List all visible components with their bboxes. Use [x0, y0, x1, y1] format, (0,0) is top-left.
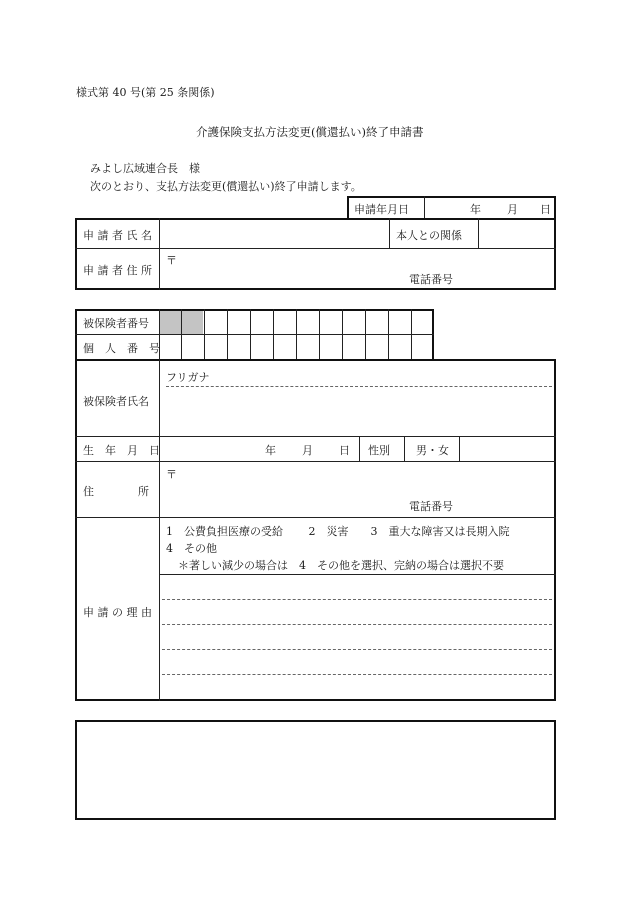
- gender-label: 性別: [368, 444, 390, 457]
- page-title: 介護保険支払方法変更(償還払い)終了申請書: [196, 125, 424, 139]
- applicant-address-label: 申 請 者 住 所: [83, 264, 152, 277]
- memo-box: [75, 720, 556, 820]
- insured-phone-label: 電話番号: [409, 500, 453, 513]
- insured-phone-input[interactable]: [458, 497, 550, 513]
- furigana-input[interactable]: [220, 367, 550, 383]
- insured-name-input[interactable]: [166, 395, 550, 429]
- insured-number-label: 被保険者番号: [83, 317, 149, 330]
- applicant-phone-label: 電話番号: [409, 273, 453, 286]
- birth-year-label: 年: [265, 444, 276, 457]
- insured-number-input[interactable]: [206, 313, 431, 331]
- birth-month-label: 月: [302, 444, 313, 457]
- application-day-label: 日: [540, 203, 551, 216]
- application-month-label: 月: [507, 203, 518, 216]
- applicant-phone-input[interactable]: [458, 270, 550, 286]
- applicant-name-input[interactable]: [166, 224, 384, 244]
- personal-number-input[interactable]: [162, 338, 431, 356]
- reason-label: 申 請 の 理 由: [83, 606, 152, 619]
- addressee: みよし広域連合長 様: [90, 162, 200, 175]
- birth-date-input[interactable]: [166, 440, 354, 458]
- furigana-label: フリガナ: [166, 371, 210, 384]
- applicant-postal-mark: 〒: [166, 254, 177, 267]
- relation-input[interactable]: [484, 224, 550, 244]
- reason-detail-input[interactable]: [166, 580, 550, 694]
- gender-options[interactable]: 男・女: [416, 444, 449, 457]
- birth-day-label: 日: [339, 444, 350, 457]
- insured-name-label: 被保険者氏名: [83, 395, 149, 408]
- application-year-label: 年: [470, 203, 481, 216]
- applicant-address-input[interactable]: [180, 252, 550, 268]
- intro-text: 次のとおり、支払方法変更(償還払い)終了申請します。: [90, 180, 362, 193]
- reason-note: ＊著しい減少の場合は 4 その他を選択、完納の場合は選択不要: [178, 559, 504, 572]
- personal-number-label: 個 人 番 号: [83, 342, 160, 355]
- relation-label: 本人との関係: [396, 229, 462, 242]
- reason-option-line1[interactable]: 1 公費負担医療の受給 2 災害 3 重大な障害又は長期入院: [166, 525, 510, 538]
- form-number: 様式第 40 号(第 25 条関係): [76, 86, 215, 99]
- application-date-input[interactable]: [430, 200, 548, 216]
- reason-option-line2[interactable]: 4 その他: [166, 542, 217, 555]
- insured-address-input[interactable]: [180, 466, 550, 482]
- applicant-name-label: 申 請 者 氏 名: [83, 229, 152, 242]
- birth-date-label: 生 年 月 日: [83, 444, 160, 457]
- insured-postal-mark: 〒: [166, 468, 177, 481]
- insured-address-label: 住 所: [83, 485, 149, 498]
- application-date-label: 申請年月日: [354, 203, 409, 216]
